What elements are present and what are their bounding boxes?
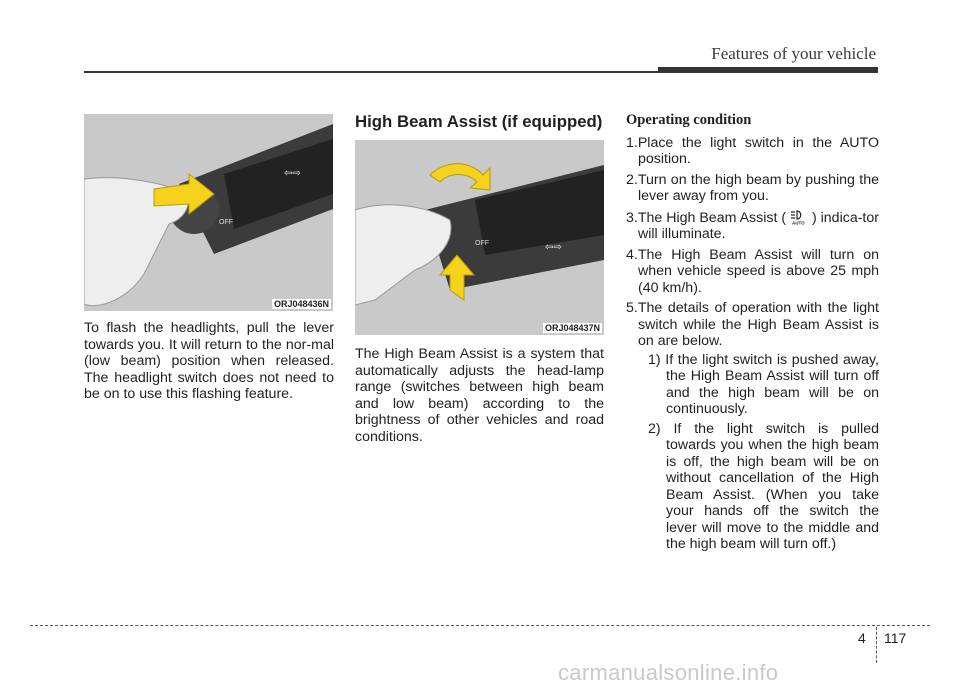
step-3-text: 3.The High Beam Assist ( <box>626 209 791 226</box>
flash-headlights-figure <box>84 114 333 311</box>
high-beam-assist-icon <box>790 209 808 225</box>
chapter-number: 4 <box>858 630 866 646</box>
middle-column <box>355 346 604 445</box>
footer-rule <box>30 625 930 626</box>
lever-push-illustration <box>355 140 604 335</box>
step-5 <box>626 300 879 553</box>
page-number <box>858 630 866 646</box>
running-header: Features of your vehicle <box>711 44 876 63</box>
step-3-suffix: ) indica-tor will illuminate. <box>638 209 879 242</box>
lever-pull-illustration <box>84 114 333 311</box>
right-column <box>626 112 879 557</box>
high-beam-assist-icon-label: AUTO <box>792 220 805 225</box>
page-number-value: 117 <box>884 630 907 646</box>
svg-text:⇦⇨: ⇦⇨ <box>284 168 301 179</box>
page-separator <box>876 627 878 663</box>
svg-text:OFF: OFF <box>475 240 489 247</box>
section-heading: High Beam Assist (if equipped) <box>355 112 603 131</box>
step-5-text: 5.The details of operation with the light switch while the High Beam Assist is on are below. <box>626 300 879 349</box>
high-beam-assist-figure <box>355 140 604 335</box>
step-1: 1.Place the light switch in the AUTO position. <box>626 134 879 167</box>
step-5-details <box>638 352 879 553</box>
operating-condition-heading: Operating condition <box>626 112 752 128</box>
step-4: 4.The High Beam Assist will turn on when vehicle speed is above 25 mph (40 km/h). <box>626 246 879 296</box>
operating-steps <box>626 135 879 553</box>
detail-2: 2) If the light switch is pulled towards you when the high beam is off, the high beam will be on without cancellation of the High Beam Assist. (When you take your hands off the switch the lever will move to the middle and the high beam will turn off.) <box>648 420 879 552</box>
left-column <box>84 320 334 403</box>
flash-paragraph: To flash the headlights, pull the lever towards you. It will return to the nor-mal (low beam) position when released. The headlight switch does not need to be on to use this flashing feature. <box>84 320 334 402</box>
header-rule-accent <box>658 67 878 72</box>
detail-1: 1) If the light switch is pushed away, the High Beam Assist will turn off and the high beam will be on continuously. <box>648 351 879 417</box>
step-2: 2.Turn on the high beam by pushing the lever away from you. <box>626 171 879 204</box>
svg-text:⇦⇨: ⇦⇨ <box>545 242 562 253</box>
svg-text:OFF: OFF <box>219 219 233 226</box>
figure-code: ORJ048437N <box>544 323 600 333</box>
hba-paragraph: The High Beam Assist is a system that automatically adjusts the head-lamp range (switches between high beam and low beam) according to the brightness of other vehicles and road conditions. <box>355 346 604 445</box>
figure-code: ORJ048436N <box>273 299 329 309</box>
step-3 <box>626 209 879 243</box>
watermark: carmanualsonline.info <box>558 660 779 685</box>
